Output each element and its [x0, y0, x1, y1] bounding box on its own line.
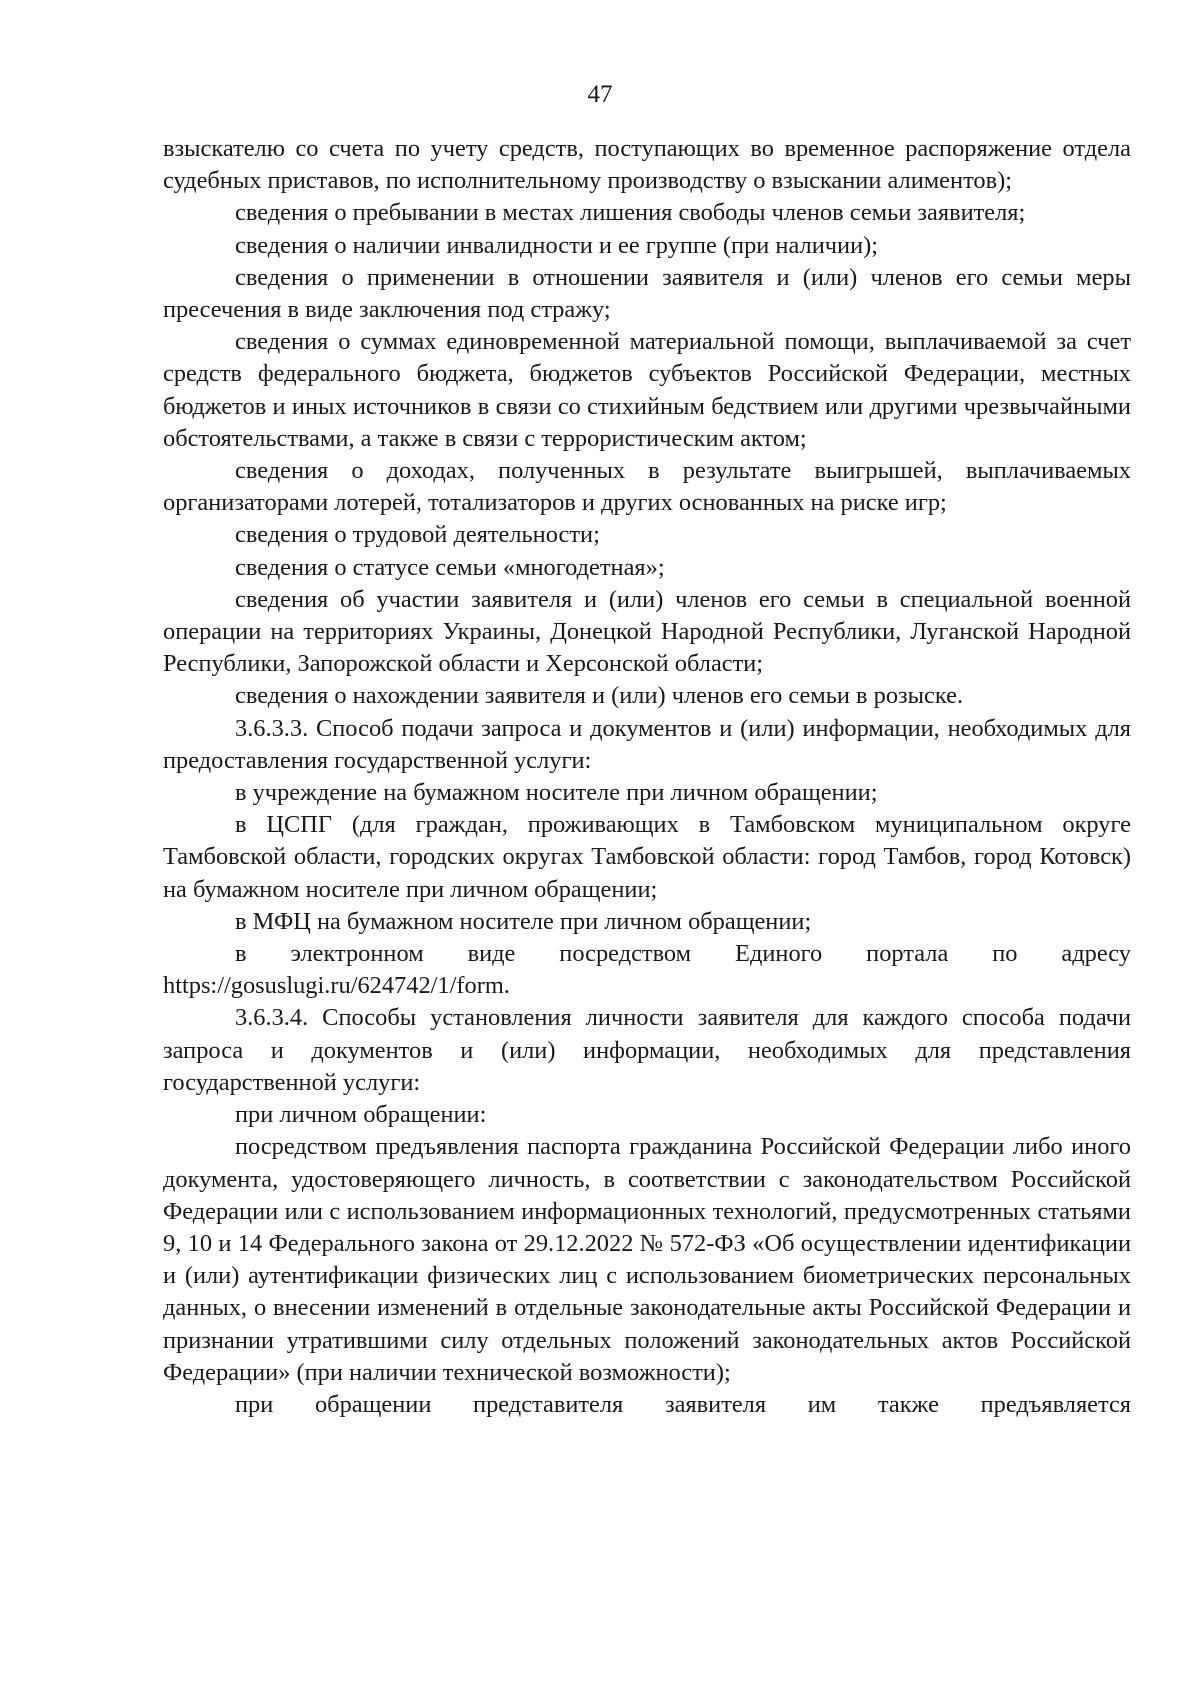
paragraph: сведения о применении в отношении заявителя и (или) членов его семьи меры пресечения в виде заключения под стражу; — [163, 263, 1131, 324]
paragraph: при обращении представителя заявителя им также предъявляется — [235, 1390, 1131, 1418]
section-paragraph-3-6-3-4: 3.6.3.4. Способы установления личности заявителя для каждого способа подачи запроса и документов и (или) информации, необходимых для представления государственной услуги: — [163, 1004, 1131, 1096]
paragraph: сведения о пребывании в местах лишения свободы членов семьи заявителя; — [235, 199, 1026, 227]
paragraph: в МФЦ на бумажном носителе при личном обращении; — [235, 907, 812, 935]
paragraph: взыскателю со счета по учету средств, поступающих во временное распоряжение отдела судебных приставов, по исполнительному производству о взыскании алиментов); — [163, 135, 1131, 195]
paragraph: сведения о трудовой деятельности; — [235, 521, 600, 549]
paragraph: в ЦСПГ (для граждан, проживающих в Тамбовском муниципальном округе Тамбовской области, городских округах Тамбовской области: город Тамбов, город Котовск) на бумажном носителе при личном обращении; — [163, 811, 1131, 903]
paragraph: сведения об участии заявителя и (или) членов его семьи в специальной военной операции на территориях Украины, Донецкой Народной Республики, Луганской Народной Республики, Запорожской области и Херсонской области; — [163, 585, 1131, 678]
paragraph: сведения о суммах единовременной материальной помощи, выплачиваемой за счет средств федерального бюджета, бюджетов субъектов Российской Федерации, местных бюджетов и иных источников в связи со стихийным бедствием или другими чрезвычайными обстоятельствами, а также в связи с террористическим актом; — [163, 328, 1131, 452]
paragraph: сведения о наличии инвалидности и ее группе (при наличии); — [235, 231, 879, 259]
paragraph: сведения о статусе семьи «многодетная»; — [235, 553, 665, 581]
paragraph: посредством предъявления паспорта гражданина Российской Федерации либо иного документа, удостоверяющего личность, в соответствии с законодательством Российской Федерации или с использованием информационных технологий, предусмотренных статьями 9, 10 и 14 Федерального закона от 29.12.2022 № 572-ФЗ «Об осуществлении идентификации и (или) аутентификации физических лиц с использованием биометрических персональных данных, о внесении изменений в отдельные законодательные акты Российской Федерации и признании утратившими силу отдельных положений законодательных актов Российской Федерации» (при наличии технической возможности); — [163, 1133, 1131, 1386]
paragraph: при личном обращении: — [235, 1101, 487, 1129]
paragraph: в учреждение на бумажном носителе при личном обращении; — [235, 779, 878, 807]
document-body — [163, 133, 1131, 1421]
page-number: 47 — [587, 81, 613, 108]
paragraph: сведения о нахождении заявителя и (или) членов его семьи в розыске. — [235, 682, 964, 710]
section-paragraph-3-6-3-3: 3.6.3.3. Способ подачи запроса и документов и (или) информации, необходимых для предоставления государственной услуги: — [163, 714, 1131, 774]
paragraph: сведения о доходах, полученных в результате выигрышей, выплачиваемых организаторами лотерей, тотализаторов и других основанных на риске игр; — [163, 457, 1131, 517]
paragraph: в электронном виде посредством Единого портала по адресу https://gosuslugi.ru/624742/1/form. — [163, 940, 1131, 1000]
